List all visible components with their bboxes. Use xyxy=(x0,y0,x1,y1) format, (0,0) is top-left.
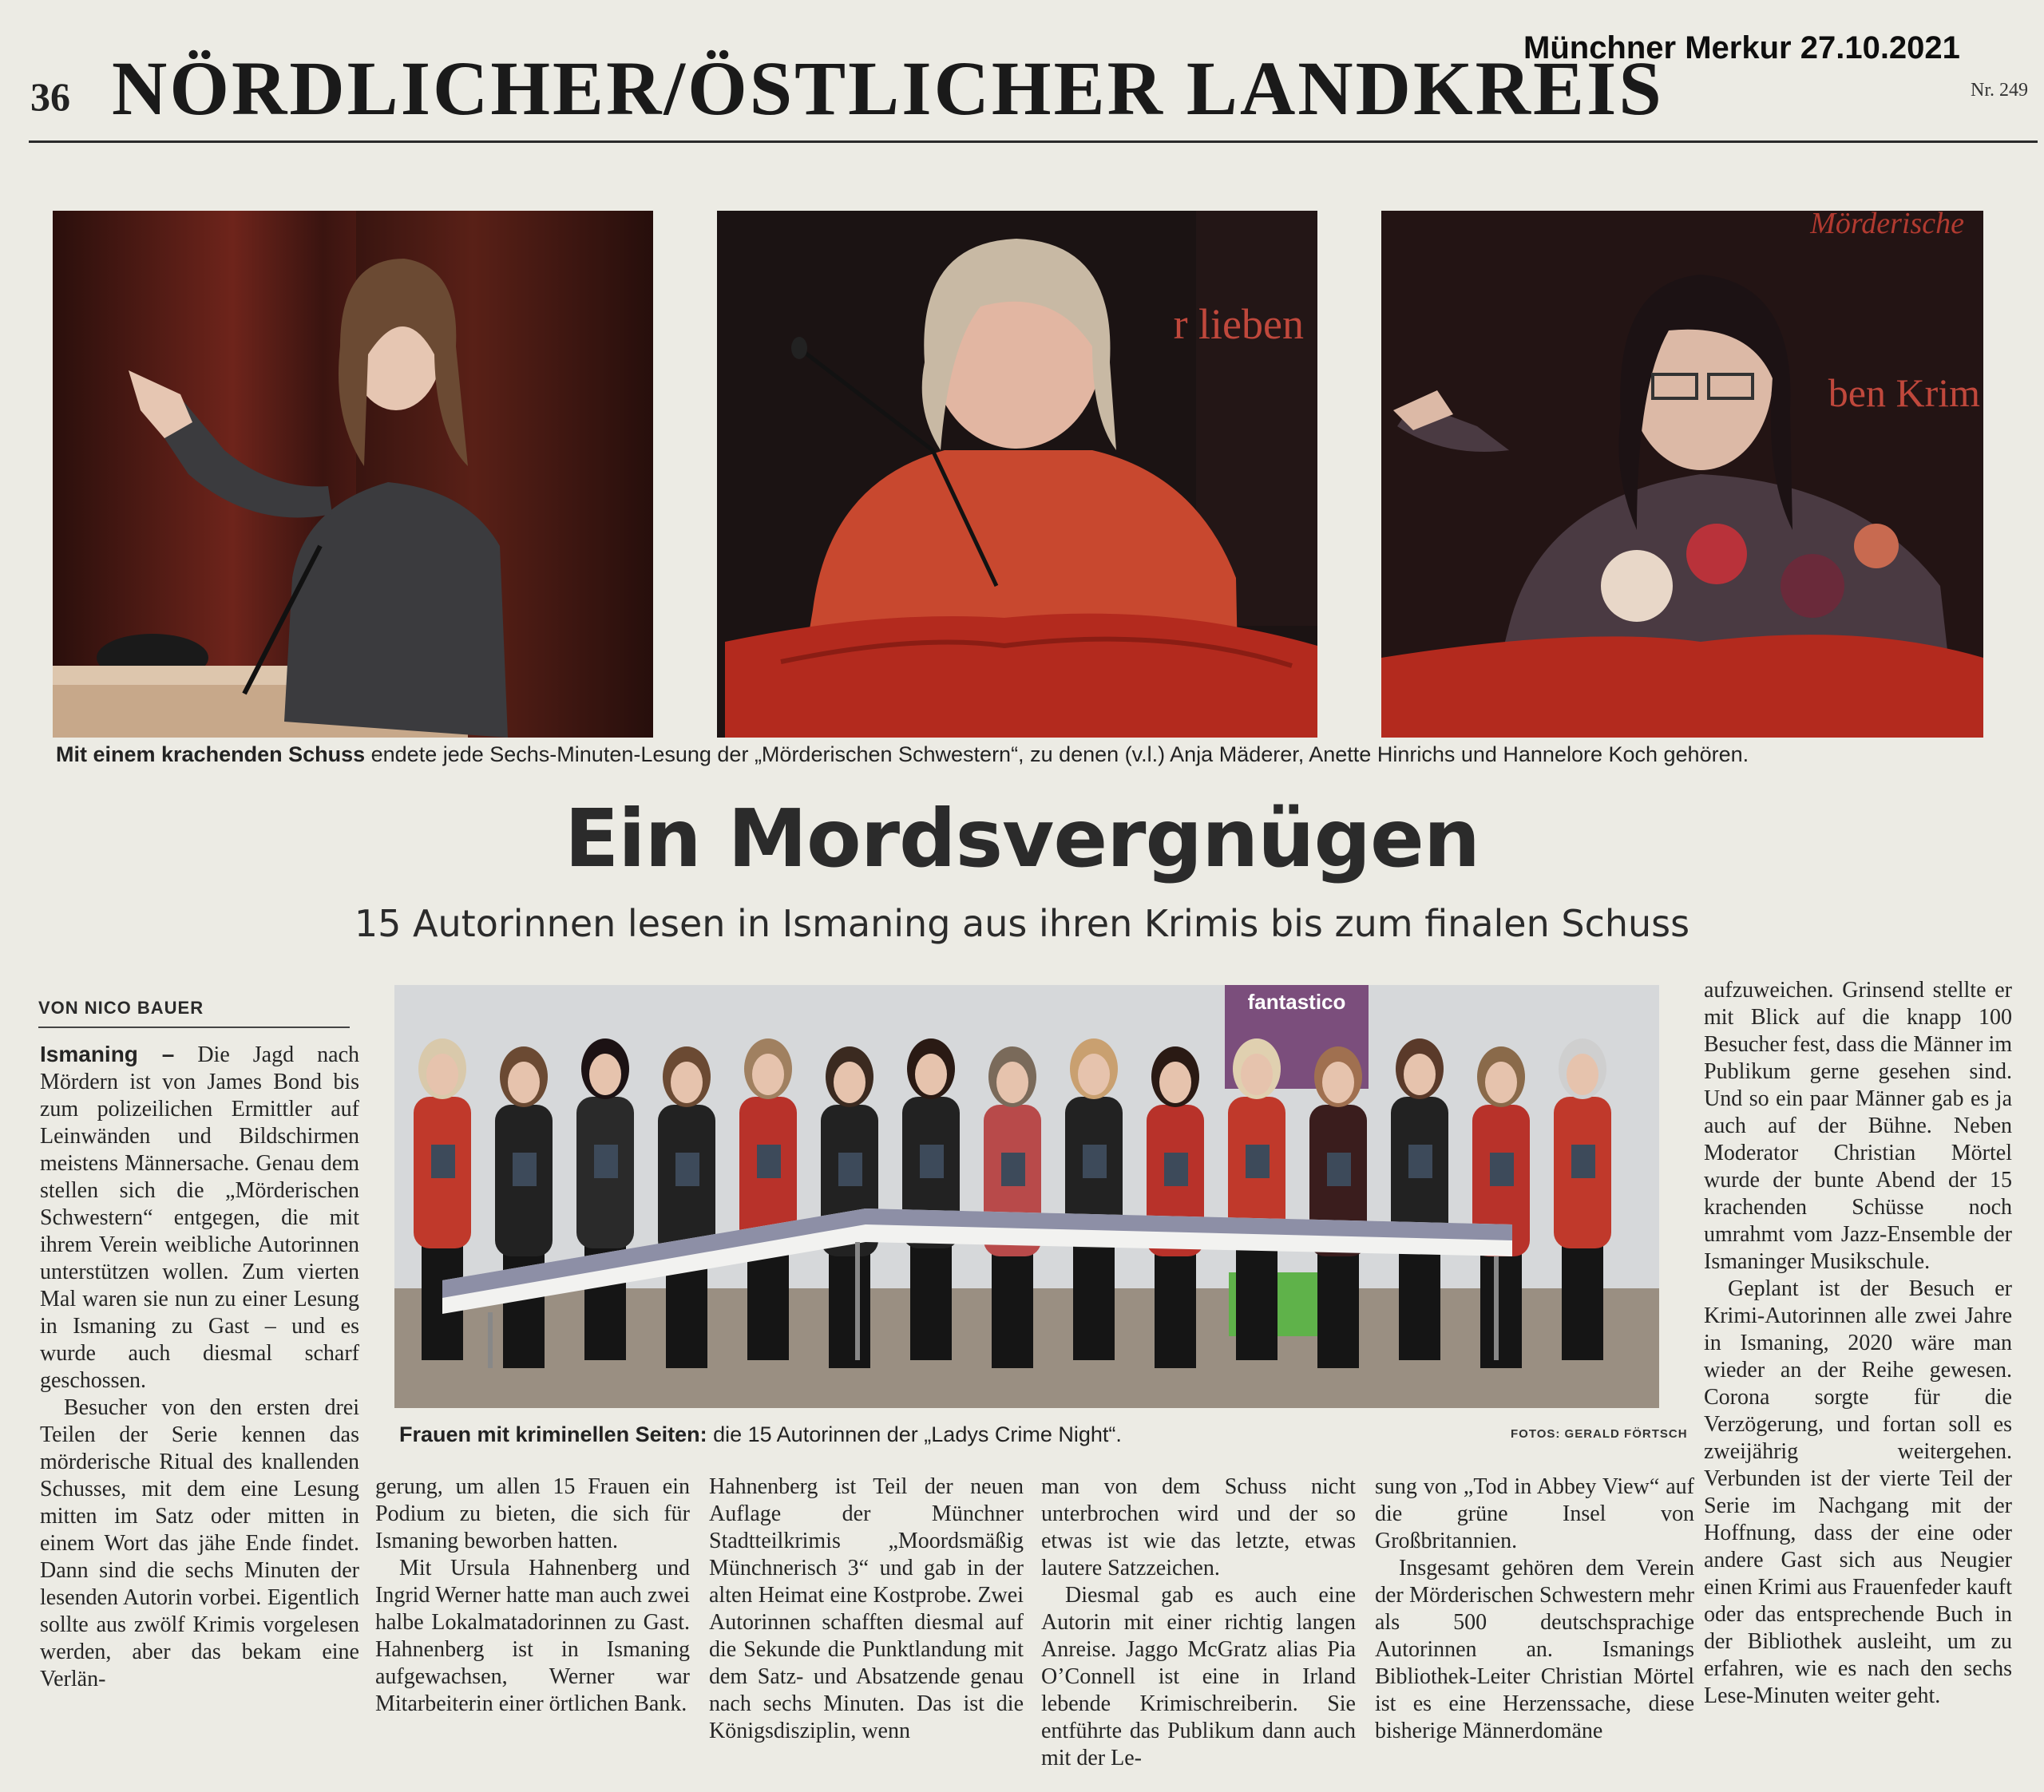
author-figure-legs xyxy=(1155,1248,1196,1368)
article-paragraph: Hahnenberg ist Teil der neuen Auflage der Münchner Stadtteilkrimis „Moordsmäßig Münchnerisch 3“ und gab in der alten Heimat eine Kostprobe. Zwei Autorinnen schafften diesmal auf die Sekunde die Punktlandung mit dem Satz- und Absatzende genau nach sechs Minuten. Das ist die Königsdisziplin, wenn xyxy=(709,1474,1024,1743)
author-figure-book xyxy=(594,1145,618,1178)
author-figure-book xyxy=(920,1145,944,1178)
author-figure-face xyxy=(752,1054,784,1095)
author-figure-legs xyxy=(829,1248,870,1368)
reader-anette-image xyxy=(717,211,1317,738)
byline: VON NICO BAUER xyxy=(38,998,350,1028)
article-column-1 xyxy=(40,1041,359,1778)
author-figure-face xyxy=(1241,1054,1273,1095)
author-figure-legs xyxy=(1480,1248,1522,1368)
author-figure-legs xyxy=(1399,1240,1440,1360)
dateline: Ismaning – xyxy=(40,1042,175,1066)
author-figure-face xyxy=(589,1054,621,1095)
section-title: NÖRDLICHER/ÖSTLICHER LANDKREIS xyxy=(112,45,1664,131)
author-figure-face xyxy=(508,1062,540,1103)
author-figure-book xyxy=(1490,1153,1514,1186)
paragraph-text: Die Jagd nach Mördern ist von James Bond bis zum polizeilichen Ermittler auf Leinwänden und Bildschirmen meistens Männersache. Genau dem stellen sich die „Mörderischen Schwestern“ entgegen, die mit ihrem Verein weibliche Autorinnen unterstützen wollen. Zum vierten Mal waren sie nun zu einer Lesung in Ismaning zu Gast – und es wurde auch diesmal scharf geschossen. xyxy=(40,1042,359,1393)
photo-caption-bold: Mit einem krachenden Schuss xyxy=(56,742,366,766)
reader-hannelore-image xyxy=(1381,211,1983,738)
source-label: Münchner Merkur 27.10.2021 xyxy=(1523,30,1960,65)
reader-anja-image xyxy=(53,211,653,738)
author-figure-book xyxy=(513,1153,537,1186)
reader-anja-photo xyxy=(53,211,653,738)
poster-text: fantastico xyxy=(1247,990,1346,1014)
author-figure-book xyxy=(1164,1153,1188,1186)
header-rule xyxy=(29,140,2038,143)
author-figure-face xyxy=(426,1054,458,1095)
photo-credit: FOTOS: GERALD FÖRTSCH xyxy=(1511,1427,1688,1441)
author-figure-face xyxy=(1567,1054,1598,1095)
article-paragraph: Diesmal gab es auch eine Autorin mit einer richtig langen Anreise. Jaggo McGratz alias Pia O’Connell ist eine in Irland lebende Krimischreiberin. Sie entführte das Publikum dann auch mit der Le- xyxy=(1041,1583,1356,1770)
group-caption xyxy=(399,1422,1122,1447)
article-paragraph: Geplant ist der Besuch er Krimi-Autorinnen alle zwei Jahre in Ismaning, 2020 wäre man wieder an der Reihe gewesen. Corona sorgte für die Verzögerung, und fortan soll es zweijährig weitergehen. Verbunden ist der vierte Teil der Serie im Nachgang mit der Hoffnung, dass der eine oder andere Gast sich aus Neugier einen Krimi aus Frauenfeder kauft oder das entsprechende Buch in der Bibliothek ausleiht, um zu erfahren, wie es nach den sechs Lese-Minuten weiter geht. xyxy=(1704,1276,2012,1708)
group-caption-bold: Frauen mit kriminellen Seiten: xyxy=(399,1422,707,1446)
issue-number: Nr. 249 xyxy=(1971,80,2028,101)
article-column-4 xyxy=(1041,1474,1356,1780)
authors-group-image xyxy=(394,985,1659,1408)
author-figure-book xyxy=(1001,1153,1025,1186)
group-caption-text: die 15 Autorinnen der „Ladys Crime Night“. xyxy=(707,1422,1122,1446)
author-figure-face xyxy=(915,1054,947,1095)
page-number: 36 xyxy=(30,74,70,119)
author-figure-legs xyxy=(910,1240,952,1360)
headline: Ein Mordsvergnügen xyxy=(564,792,1480,885)
author-figure-book xyxy=(675,1153,699,1186)
article-paragraph: sung von „Tod in Abbey View“ auf die grüne Insel von Großbritannien. xyxy=(1375,1474,1694,1553)
author-figure-face xyxy=(1404,1054,1436,1095)
author-figure-book xyxy=(1408,1145,1432,1178)
author-figure-face xyxy=(1485,1062,1517,1103)
backdrop-text: r lieben xyxy=(1173,300,1304,348)
article-paragraph: aufzuweichen. Grinsend stellte er mit Blick auf die knapp 100 Besucher fest, dass die Männer im Publikum gerne gesehen sind. Und so ein paar Männer gab es ja auch auf der Bühne. Neben Moderator Christian Mörtel wurde der bunte Abend der 15 krachenden Schüsse noch umrahmt vom Jazz-Ensemble der Ismaninger Musikschule. xyxy=(1704,978,2012,1274)
author-figure-book xyxy=(1327,1153,1351,1186)
author-figure-book xyxy=(1083,1145,1107,1178)
subheadline: 15 Autorinnen lesen in Ismaning aus ihren Krimis bis zum finalen Schuss xyxy=(354,902,1690,945)
article-paragraph: gerung, um allen 15 Frauen ein Podium zu bieten, die sich für Ismaning beworben hatten. xyxy=(375,1474,690,1553)
article-paragraph: Insgesamt gehören dem Verein der Mörderischen Schwestern mehr als 500 deutschsprachige Autorinnen an. Ismanings Bibliothek-Leiter Christian Mörtel ist es eine Herzenssache, diese bisherige Männerdomäne xyxy=(1375,1556,1694,1743)
author-figure-legs xyxy=(1073,1240,1115,1360)
author-figure-legs xyxy=(1317,1248,1359,1368)
photo-caption-text: endete jede Sechs-Minuten-Lesung der „Mörderischen Schwestern“, zu denen (v.l.) Anja Mäderer, Anette Hinrichs und Hannelore Koch gehören. xyxy=(365,742,1749,766)
article-column-3 xyxy=(709,1474,1024,1780)
article-column-2 xyxy=(375,1474,690,1780)
article-column-6 xyxy=(1704,977,2012,1775)
author-figure-face xyxy=(996,1062,1028,1103)
author-figure-face xyxy=(671,1062,703,1103)
author-figure-face xyxy=(1322,1062,1354,1103)
author-figure-face xyxy=(1078,1054,1110,1095)
author-figure-book xyxy=(431,1145,455,1178)
author-figure-book xyxy=(1571,1145,1595,1178)
reader-hannelore-photo xyxy=(1381,211,1983,738)
author-figure-legs xyxy=(1562,1240,1603,1360)
article-paragraph: Besucher von den ersten drei Teilen der Serie kennen das mörderische Ritual des knallenden Schusses, mit dem eine Lesung mitten im Satz oder mitten in einem Wort das jähe Ende findet. Dann sind die sechs Minuten der lesenden Autorin vorbei. Eigentlich sollte aus zwölf Krimis vorgelesen werden, aber das bekam eine Verlän- xyxy=(40,1395,359,1691)
author-figure-book xyxy=(757,1145,781,1178)
backdrop-text: ben Krim xyxy=(1828,370,1980,415)
article-paragraph: man von dem Schuss nicht unterbrochen wird und der so etwas ist wie das letzte, etwas lautere Satzzeichen. xyxy=(1041,1474,1356,1580)
photo-caption xyxy=(56,742,1996,767)
author-figure-book xyxy=(1246,1145,1270,1178)
author-figure-face xyxy=(834,1062,866,1103)
author-figure-legs xyxy=(1236,1240,1278,1360)
article-paragraph: Mit Ursula Hahnenberg und Ingrid Werner hatte man auch zwei halbe Lokalmatadorinnen zu Gast. Hahnenberg ist in Ismaning aufgewachsen, Werner war Mitarbeiterin einer örtlichen Bank. xyxy=(375,1556,690,1716)
authors-group-photo xyxy=(394,985,1659,1408)
authors-figures xyxy=(414,1038,1611,1368)
author-figure-legs xyxy=(992,1248,1033,1368)
article-paragraph xyxy=(40,1041,359,1394)
author-figure-book xyxy=(838,1153,862,1186)
backdrop-logo: Mörderische xyxy=(1810,211,1964,240)
reader-anette-photo xyxy=(717,211,1317,738)
author-figure-face xyxy=(1159,1062,1191,1103)
article-column-5 xyxy=(1375,1474,1694,1780)
